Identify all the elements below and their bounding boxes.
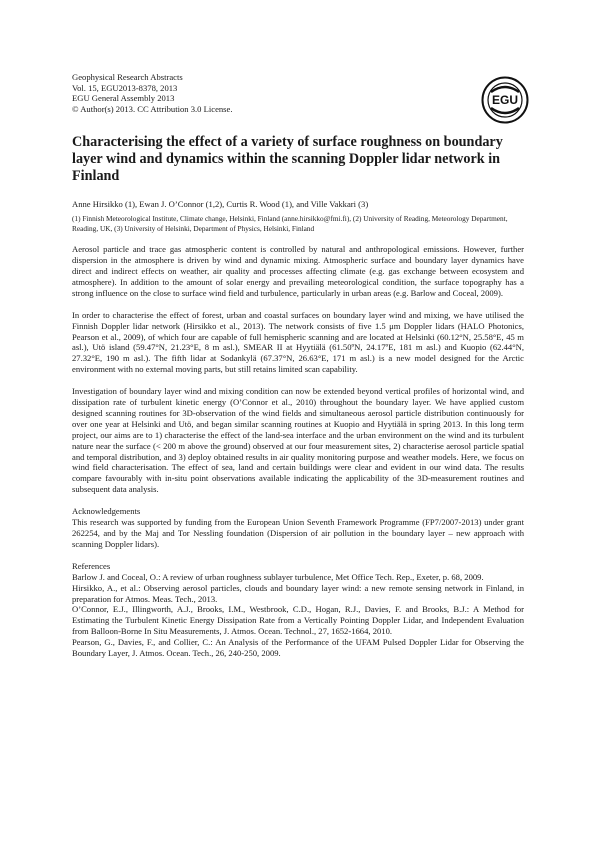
acknowledgements-heading: Acknowledgements [72,506,141,517]
affiliations: (1) Finnish Meteorological Institute, Climate change, Helsinki, Finland (anne.hirsikko@fmi.fi), (2) University of Reading, Meteorology Department, Reading, UK, (3) University of Helsinki, Department of Physics, Helsinki, Finland [72,213,508,233]
reference-item: Hirsikko, A., et al.: Observing aerosol particles, clouds and boundary layer wind: a new remote sensing network in Finland, in preparation for Atmos. Meas. Tech., 2013. [72,582,524,604]
journal-header [72,72,524,114]
abstract-page [72,72,524,659]
abstract-paragraph-3: Investigation of boundary layer wind and mixing condition can now be extended beyond vertical profiles of horizontal wind, and dissipation rate of turbulent kinetic energy (O’Connor et al., 2010) throughout the boundary layer. We have applied custom designed scanning routines for 3D-observation of the wind fields and simultaneous aerosol particle distribution continuously for over one year at Helsinki and Utö, and began similar scanning routines at Kuopio and Hyytiälä in spring 2013. In this long term project, our aims are to 1) characterise the effect of the land-sea interface and the urban environment on the wind and its turbulent nature near the surface (< 200 m above the ground) observed at our four measurement sites, 2) characterise aerosol particle spatial and temporal distribution, and 3) deploy obtained results in air quality monitoring purpose and weather models. Here, we focus on wind field characterisation. The effect of sea, land and certain buildings were clear and evident in our wind data. The results compare favourably with in-situ point observations available indicating the applicability of the 3D-measurement routines and subsequent data analysis. [72,386,524,495]
abstract-paragraph-1: Aerosol particle and trace gas atmospheric content is controlled by natural and anthropological emissions. However, further dispersion in the atmosphere is driven by wind and dynamic mixing. Atmospheric surface and boundary layer dynamics have direct and indirect effects on weather, air quality and processes affecting climate (e.g. gas exchange between ecosystem and atmosphere). In addition to the amount of solar energy and prevailing meteorological condition, the surface topography has a strong influence on the close to surface wind field and turbulence, particularly in urban areas (e.g. Barlow and Coceal, 2009). [72,244,524,298]
journal-name: Geophysical Research Abstracts [72,72,183,82]
reference-item: Barlow J. and Coceal, O.: A review of urban roughness sublayer turbulence, Met Office Tech. Rep., Exeter, p. 68, 2009. [72,571,484,582]
license-line: © Author(s) 2013. CC Attribution 3.0 License. [72,103,233,114]
egu-logo-text: EGU [491,93,519,107]
reference-item: O’Connor, E.J., Illingworth, A.J., Brooks, I.M., Westbrook, C.D., Hogan, R.J., Davies, F. and Brooks, B.J.: A Method for Estimating the Turbulent Kinetic Energy Dissipation Rate from a Vertically Pointing Doppler Lidar, and Independent Evaluation from Balloon-Borne In Situ Measurements, J. Atmos. Ocean. Technol., 27, 1652-1664, 2010. [72,604,524,637]
acknowledgements-text: This research was supported by funding from the European Union Seventh Framework Programme (FP7/2007-2013) under grant 262254, and by the Maj and Tor Nessling foundation (Dispersion of air pollution in the boundary layer – new approach with scanning Doppler lidars). [72,517,524,549]
journal-volume: Vol. 15, EGU2013-8378, 2013 [72,82,178,93]
reference-item: Pearson, G., Davies, F., and Collier, C.: An Analysis of the Performance of the UFAM Pulsed Doppler Lidar for Observing the Boundary Layer, J. Atmos. Ocean. Tech., 26, 240-250, 2009. [72,637,524,659]
paper-title: Characterising the effect of a variety of surface roughness on boundary layer wind and dynamics within the scanning Doppler lidar network in Finland [72,134,503,185]
references-heading: References [72,560,111,571]
author-list: Anne Hirsikko (1), Ewan J. O’Connor (1,2), Curtis R. Wood (1), and Ville Vakkari (3) [72,199,369,210]
assembly-name: EGU General Assembly 2013 [72,93,175,104]
abstract-paragraph-2: In order to characterise the effect of forest, urban and coastal surfaces on boundary layer wind and mixing, we have utilised the Finnish Doppler lidar network (Hirsikko et al., 2013). The network consists of five 1.5 μm Doppler lidars (HALO Photonics, Pearson et al., 2009), of which four are capable of full hemispheric scanning and are located at Helsinki (60.12°N, 25.58°E, 45 m asl.), Utö island (59.47°N, 21.23°E, 8 m asl.), SMEAR II at Hyytiälä (61.50ºN, 24.17ºE, 181 m asl.) and Kuopio (62.44°N, 27.32°E, 190 m asl.). The fifth lidar at Sodankylä (67.37°N, 26.63°E, 171 m asl.) is a new model designed for the Arctic environment with no external moving parts, but still retains limited scan capability. [72,309,524,375]
